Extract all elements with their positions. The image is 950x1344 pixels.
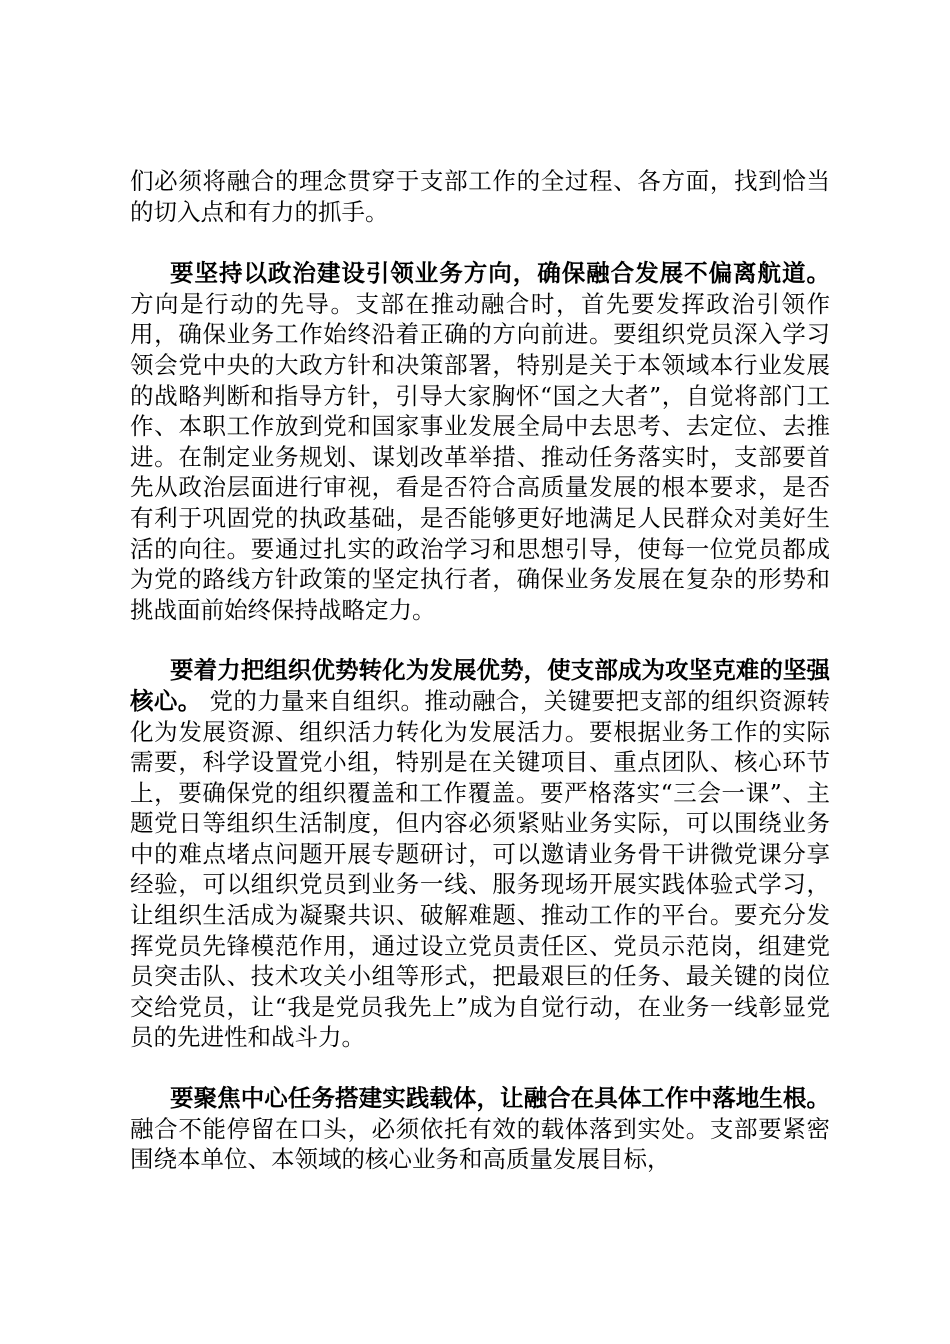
paragraph-body: 融合不能停留在口头，必须依托有效的载体落到实处。支部要紧密围绕本单位、本领域的核心业务和高质量发展目标，: [130, 1114, 830, 1174]
paragraph-continuation: [130, 166, 830, 227]
paragraph-organizational-advantage: [130, 655, 830, 1053]
document-page: [130, 166, 830, 1205]
paragraph-body: 方向是行动的先导。支部在推动融合时，首先要发挥政治引领作用，确保业务工作始终沿着正确的方向前进。要组织党员深入学习领会党中央的大政方针和决策部署，特别是关于本领域本行业发展的战略判断和指导方针，引导大家胸怀“国之大者”，自觉将部门工作、本职工作放到党和国家事业发展全局中去思考、去定位、去推进。在制定业务规划、谋划改革举措、推动任务落实时，支部要首先从政治层面进行审视，看是否符合高质量发展的根本要求，是否有利于巩固党的执政基础，是否能够更好地满足人民群众对美好生活的向往。要通过扎实的政治学习和思想引导，使每一位党员都成为党的路线方针政策的坚定执行者，确保业务发展在复杂的形势和挑战面前始终保持战略定力。: [130, 289, 830, 624]
paragraph-body: 们必须将融合的理念贯穿于支部工作的全过程、各方面，找到恰当的切入点和有力的抓手。: [130, 167, 830, 226]
paragraph-heading: 要坚持以政治建设引领业务方向，确保融合发展不偏离航道。: [170, 259, 830, 288]
paragraph-practice-carrier: [130, 1083, 830, 1175]
paragraph-heading: 要聚焦中心任务搭建实践载体，让融合在具体工作中落地生根。: [170, 1084, 830, 1113]
paragraph-heading: 要着力把组织优势转化为发展优势，使支部成为攻坚克难的坚强核心。: [130, 656, 830, 715]
paragraph-political-guidance: [130, 258, 830, 625]
paragraph-body: 党的力量来自组织。推动融合，关键要把支部的组织资源转化为发展资源、组织活力转化为发展活力。要根据业务工作的实际需要，科学设置党小组，特别是在关键项目、重点团队、核心环节上，要确保党的组织覆盖和工作覆盖。要严格落实“三会一课”、主题党日等组织生活制度，但内容必须紧贴业务实际，可以围绕业务中的难点堵点问题开展专题研讨，可以邀请业务骨干讲微党课分享经验，可以组织党员到业务一线、服务现场开展实践体验式学习，让组织生活成为凝聚共识、破解难题、推动工作的平台。要充分发挥党员先锋模范作用，通过设立党员责任区、党员示范岗，组建党员突击队、技术攻关小组等形式，把最艰巨的任务、最关键的岗位交给党员，让“我是党员我先上”成为自觉行动，在业务一线彰显党员的先进性和战斗力。: [130, 686, 830, 1052]
